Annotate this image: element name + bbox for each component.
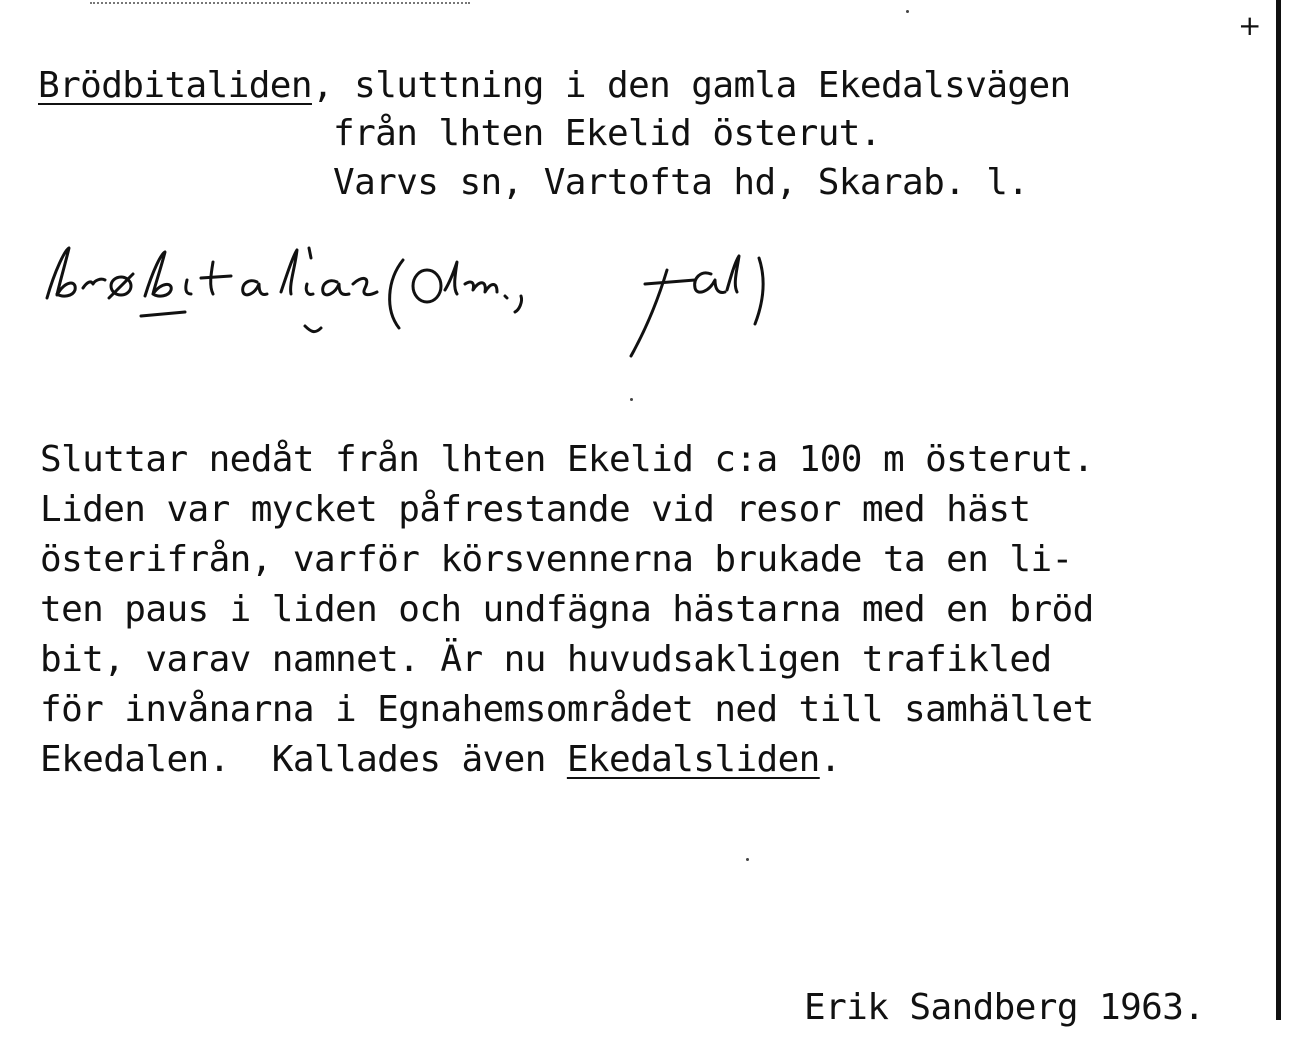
header-line-1 xyxy=(38,66,1071,106)
handwritten-pronunciation xyxy=(35,240,775,370)
scan-speck xyxy=(746,858,749,861)
scan-speck xyxy=(906,10,909,13)
header-description: , sluttning i den gamla Ekedalsvägen xyxy=(311,65,1071,106)
body-line: bit, varav namnet. Är nu huvudsakligen trafikled xyxy=(40,639,1052,680)
alternate-name: Ekedalsliden xyxy=(566,739,820,780)
scan-artifact-dots xyxy=(90,2,470,6)
corner-mark: + xyxy=(1238,9,1262,42)
scan-speck xyxy=(630,398,633,401)
signature: Erik Sandberg 1963. xyxy=(804,987,1205,1028)
body-last-prefix: Ekedalen. Kallades även xyxy=(40,739,567,780)
body-line: Liden var mycket påfrestande vid resor med häst xyxy=(40,489,1031,530)
body-line: ten paus i liden och undfägna hästarna med en bröd xyxy=(40,589,1094,630)
card-right-edge xyxy=(1276,0,1281,1020)
header-line-3: Varvs sn, Vartofta hd, Skarab. l. xyxy=(333,162,1029,203)
body-line: för invånarna i Egnahemsområdet ned till samhället xyxy=(40,689,1094,730)
body-line: österifrån, varför körsvennerna brukade ta en li- xyxy=(40,539,1073,580)
body-last-suffix: . xyxy=(819,739,841,780)
header-line-2: från lhten Ekelid österut. xyxy=(333,113,881,154)
body-last-line xyxy=(40,740,841,780)
body-line: Sluttar nedåt från lhten Ekelid c:a 100 m österut. xyxy=(40,439,1094,480)
headword: Brödbitaliden xyxy=(38,65,312,106)
